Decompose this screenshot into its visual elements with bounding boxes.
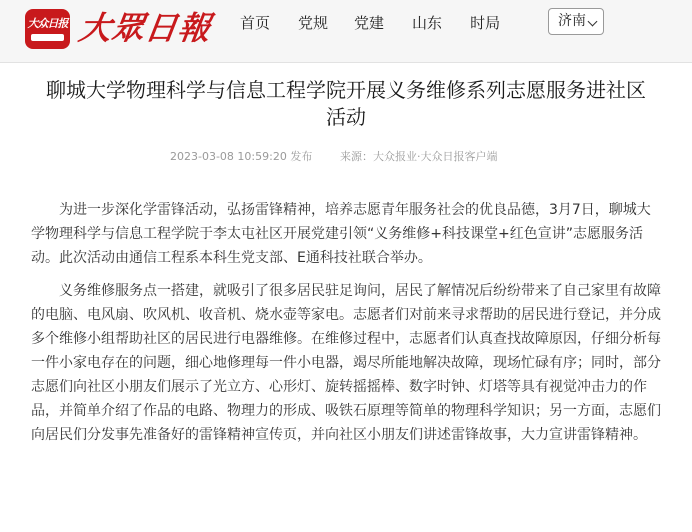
nav-item-party-building[interactable]: 党建 <box>354 14 385 32</box>
article-body <box>31 198 661 456</box>
publish-date: 2023-03-08 10:59:20 发布 <box>170 150 313 163</box>
city-select-value: 济南 <box>558 13 586 29</box>
article-paragraph: 为进一步深化学雷锋活动，弘扬雷锋精神，培养志愿青年服务社会的优良品德，3月7日，聊城大学物理科学与信息工程学院于李太屯社区开展党建引领“义务维修+科技课堂+红色宣讲”志愿服务活动。此次活动由通信工程系本科生党支部、E通科技社联合举办。 <box>31 202 651 266</box>
main-nav <box>240 12 528 34</box>
chevron-down-icon <box>588 17 598 27</box>
logo-badge-bar <box>31 34 64 41</box>
nav-item-current-affairs[interactable]: 时局 <box>470 14 501 32</box>
nav-item-party-rules[interactable]: 党规 <box>298 14 329 32</box>
article-source: 来源：大众报业·大众日报客户端 <box>340 150 498 163</box>
site-header <box>0 0 692 63</box>
app-logo-badge[interactable] <box>25 9 70 49</box>
logo-badge-text: 大众日报 <box>27 17 68 30</box>
city-select[interactable] <box>548 8 604 35</box>
nav-item-home[interactable]: 首页 <box>240 14 271 32</box>
article-title: 聊城大学物理科学与信息工程学院开展义务维修系列志愿服务进社区活动 <box>46 78 646 129</box>
site-logo-text[interactable]: 大眾日報 <box>76 9 214 47</box>
article-paragraph: 义务维修服务点一搭建，就吸引了很多居民驻足询问，居民了解情况后纷纷带来了自己家里有故障的电脑、电风扇、吹风机、收音机、烧水壶等家电。志愿者们对前来寻求帮助的居民进行登记，并分成多个维修小组帮助社区的居民进行电器维修。在维修过程中，志愿者们认真查找故障原因，仔细分析每一件小家电存在的问题，细心地修理每一件小电器，竭尽所能地解决故障，现场忙碌有序；同时，部分志愿们向社区小朋友们展示了光立方、心形灯、旋转摇摇棒、数字时钟、灯塔等具有视觉冲击力的作品，并简单介绍了作品的电路、物理力的形成、吸铁石原理等简单的物理科学知识；另一方面，志愿们向居民们分发事先准备好的雷锋精神宣传页，并向社区小朋友们讲述雷锋故事，大力宣讲雷锋精神。 <box>31 283 661 443</box>
nav-item-shandong[interactable]: 山东 <box>412 14 443 32</box>
